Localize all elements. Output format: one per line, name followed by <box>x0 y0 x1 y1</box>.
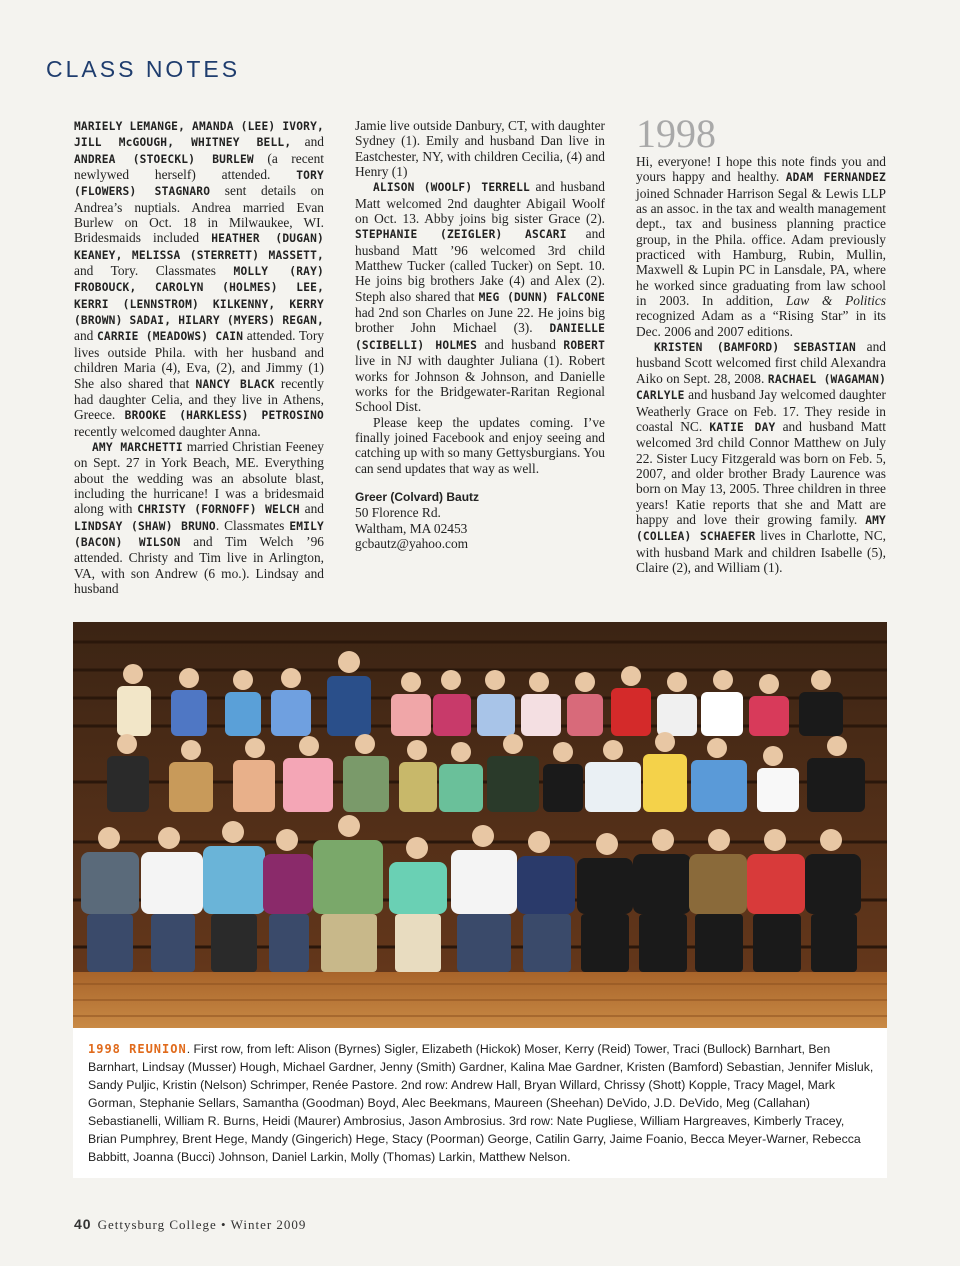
text-column-2 <box>355 118 605 551</box>
names: ROBERT <box>563 338 606 352</box>
publication-italic: Law & Politics <box>786 293 886 309</box>
photo-caption <box>88 1040 876 1166</box>
text: recognized Adam as a “Rising Star” in its Dec. 2006 and 2007 editions. <box>636 308 886 339</box>
paragraph <box>355 415 605 476</box>
reunion-photo-illustration <box>73 622 887 1028</box>
names: LINDSAY (SHAW) BRUNO <box>74 519 216 533</box>
caption-title: 1998 REUNION <box>88 1042 187 1056</box>
names: RACHAEL (WAGAMAN) CARLYLE <box>636 372 887 403</box>
names: STEPHANIE (ZEIGLER) ASCARI <box>355 228 567 242</box>
text: and husband Jay welcomed daughter Weatherly Grace on Feb. 17. They reside in coastal NC. <box>636 387 886 434</box>
text: and Tim Welch ’96 attended. Christy and Tim live in Arlington, VA, with son Andrew (6 mo.). Lindsay and husband <box>74 533 324 596</box>
page-number: 40 <box>74 1216 92 1232</box>
paragraph <box>355 179 605 414</box>
section-title: CLASS NOTES <box>46 56 241 82</box>
text: Please keep the updates coming. I’ve finally joined Facebook and enjoy seeing and catching up with so many Gettysburgians. You can send updates that way as well. <box>355 414 605 476</box>
text: and husband <box>477 336 564 352</box>
text: and <box>74 328 97 344</box>
text: live in NJ with daughter Juliana (1). Robert works for Johnson & Johnson, and Danielle works for the Bridgewater-Raritan Regional School Dist. <box>355 353 605 415</box>
caption-text: . First row, from left: Alison (Byrnes) Sigler, Elizabeth (Hickok) Moser, Kerry (Reid) Tower, Traci (Bullock) Barnhart, Ben Barnhart, Lindsay (Musser) Hough, Michael Gardner, Jenny (Smith) Gardner, Kalina Mae Gardner, Kristen (Bamford) Sebastian, Jennifer Misluk, Sandy Puljic, Kristin (Nelson) Schrimper, Renée Pastore. 2nd row: Andrew Hall, Bryan Willard, Chrissy (Shott) Kopple, Tracy Magel, Mark Gorman, Stephanie Sellars, Samantha (Goodman) Boyd, Alec Beekmans, Maureen (Sheehan) DeVido, J.D. DeVido, Meg (Callahan) Sebastianelli, William R. Burns, Heidi (Maurer) Ambrosius, Jason Ambrosius. 3rd row: Nate Pugliese, William Hargreaves, Kimberly Tracey, Brian Pumphrey, Brent Hege, Mandy (Gingerich) Hege, Stacy (Poorman) George, Catilin Garry, Jaime Foanio, Becca Meyer-Warner, Rebecca Babbitt, Joanna (Bucci) Johnson, Daniel Larkin, Molly (Thomas) Larkin, Matthew Nelson. <box>88 1042 874 1164</box>
names: DANIELLE (SCIBELLI) HOLMES <box>355 322 605 352</box>
text: sent details on Andrea’s nuptials. Andrea married Evan Burlew on Oct. 18 in Milwaukee, WI. Bridesmaids included <box>74 183 324 246</box>
names: TORY (FLOWERS) STAGNARO <box>74 169 324 199</box>
publication-name: Gettysburg College • Winter 2009 <box>97 1217 307 1232</box>
text: . Classmates <box>215 517 290 533</box>
names: MEG (DUNN) FALCONE <box>478 290 605 304</box>
names: BROOKE (HARKLESS) PETROSINO <box>124 409 324 423</box>
correspondent-name: Greer (Colvard) Bautz <box>355 489 480 504</box>
text: and husband Scott welcomed first child Alexandra Aiko on Sept. 28, 2008. <box>636 339 886 386</box>
correspondent-street: 50 Florence Rd. <box>355 505 441 521</box>
text: and <box>299 501 324 517</box>
names: AMY (COLLEA) SCHAEFER <box>636 513 886 544</box>
text-column-3 <box>636 111 887 575</box>
text: and husband Matt welcomed 2nd daughter Abigail Woolf on Oct. 13. Abby joins big sister Grace (2). <box>355 179 605 227</box>
text: lives in Charlotte, NC, with husband Mark and children Isabelle (5), Claire (2), and William (1). <box>636 528 886 575</box>
names: KRISTEN (BAMFORD) SEBASTIAN <box>654 341 856 355</box>
names: MOLLY (RAY) FROBOUCK, CAROLYN (HOLMES) LEE, KERRI (LENNSTROM) KILKENNY, KERRY (BROWN) SADAI, HILARY (MYERS) REGAN, <box>74 265 324 328</box>
names: NANCY BLACK <box>195 377 275 391</box>
text: joined Schnader Harrison Segal & Lewis LLP as an assoc. in the tax and wealth management dept., tax and business planning practice group, in the Phila. office. Adam previously practiced with Hamburg, Rubin, Mullin, Maxwell & Lupin PC in Lansdale, PA, where he worked since graduating from law school in 2003. In addition, <box>636 185 886 309</box>
class-year-heading: 1998 <box>636 111 716 156</box>
text: and Tory. Classmates <box>74 263 234 279</box>
names: EMILY (BACON) WILSON <box>74 519 324 549</box>
text: had 2nd son Charles on June 22. He joins big brother John Michael (3). <box>355 305 605 336</box>
correspondent-email: gcbautz@yahoo.com <box>355 535 469 551</box>
paragraph <box>74 118 324 439</box>
names: ANDREA (STOECKL) BURLEW <box>74 152 254 166</box>
paragraph <box>74 439 324 596</box>
text: married Christian Feeney on Sept. 27 in York Beach, ME. Everything about the wedding was an absolute blast, including the hurricane! I was a bridesmaid along with <box>74 438 324 517</box>
text: (a recent newlywed herself) attended. <box>74 150 324 183</box>
text-column-1 <box>74 118 324 596</box>
text: recently welcomed daughter Anna. <box>74 423 261 439</box>
names: HEATHER (DUGAN) KEANEY, MELISSA (STERRETT) MASSETT, <box>74 232 324 262</box>
text: Hi, everyone! I hope this note finds you and yours happy and healthy. <box>636 154 886 185</box>
paragraph <box>636 339 886 575</box>
paragraph <box>355 118 605 179</box>
names: KATIE DAY <box>709 420 776 434</box>
reunion-photo <box>73 622 887 1028</box>
correspondent-city: Waltham, MA 02453 <box>355 520 468 536</box>
text: and husband Matt welcomed 3rd child Connor Matthew on July 22. Sister Lucy Fitzgerald was born on Feb. 5, 2007, and older brother Brady Laurence was born on May 13, 2005. Three children in three years! Katie reports that she and Matt are happy and love their growing family. <box>636 418 887 527</box>
names: CARRIE (MEADOWS) CAIN <box>96 330 244 344</box>
text: Jamie live outside Danbury, CT, with daughter Sydney (1). Emily and husband Dan live in Eastchester, NY, with children Cecilia, (4) and Henry (1) <box>355 118 605 180</box>
names: AMY MARCHETTI <box>92 440 183 454</box>
page-footer <box>74 1216 306 1233</box>
names: MARIELY LEMANGE, AMANDA (LEE) IVORY, JILL McGOUGH, WHITNEY BELL, <box>74 120 324 150</box>
paragraph <box>636 154 886 339</box>
text: and husband Matt ’96 welcomed 3rd child Matthew Tucker (called Tucker) on Sept. 10. He joins big brothers Jake (4) and Alex (2). Steph also shared that <box>355 226 605 304</box>
text: and <box>291 134 324 150</box>
text: attended. Tory lives outside Phila. with her husband and children Maria (4), Eva, (2), and Jimmy (1) She also shared that <box>74 328 324 391</box>
text: recently had daughter Celia, and they live in Athens, Greece. <box>74 375 324 423</box>
names: CHRISTY (FORNOFF) WELCH <box>137 503 300 517</box>
names: ADAM FERNANDEZ <box>785 171 886 185</box>
names: ALISON (WOOLF) TERRELL <box>373 181 530 195</box>
signature-block <box>355 490 605 551</box>
